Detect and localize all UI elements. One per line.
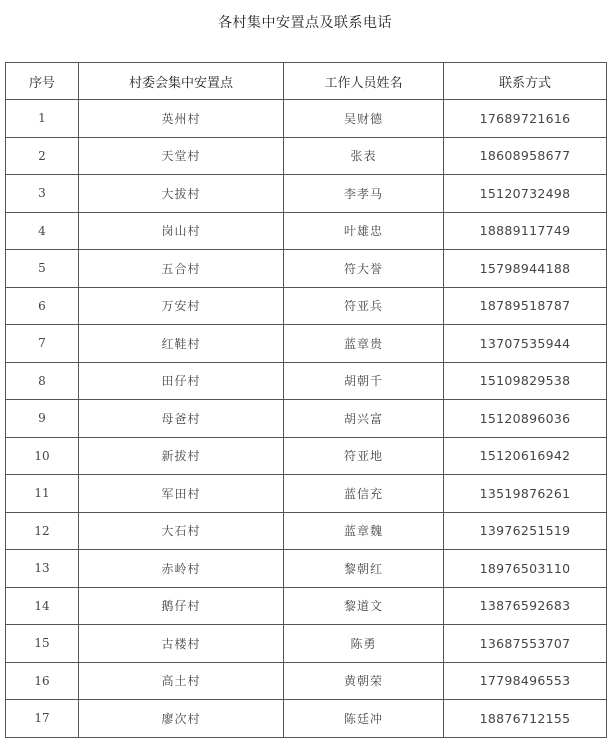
row-village-site: 天堂村: [79, 137, 284, 175]
row-village-site: 高土村: [79, 662, 284, 700]
table-row: [6, 512, 607, 550]
row-serial-number: 4: [6, 212, 79, 250]
row-staff-name: 黎朝红: [284, 550, 444, 588]
table-row: [6, 250, 607, 288]
row-phone-number: 15798944188: [444, 250, 607, 288]
row-staff-name: 吴财德: [284, 100, 444, 138]
row-phone-number: 18876712155: [444, 700, 607, 738]
row-phone-number: 13976251519: [444, 512, 607, 550]
table-row: [6, 325, 607, 363]
row-village-site: 英州村: [79, 100, 284, 138]
row-serial-number: 8: [6, 362, 79, 400]
row-serial-number: 2: [6, 137, 79, 175]
row-village-site: 军田村: [79, 475, 284, 513]
row-village-site: 古楼村: [79, 625, 284, 663]
row-staff-name: 陈勇: [284, 625, 444, 663]
table-row: [6, 437, 607, 475]
page-title: 各村集中安置点及联系电话: [218, 15, 392, 31]
header-staff-name: 工作人员姓名: [284, 63, 444, 100]
contact-table: [5, 62, 607, 738]
row-village-site: 赤岭村: [79, 550, 284, 588]
table-row: [6, 137, 607, 175]
row-staff-name: 李孝马: [284, 175, 444, 213]
row-phone-number: 17689721616: [444, 100, 607, 138]
table-row: [6, 362, 607, 400]
table-row: [6, 175, 607, 213]
row-phone-number: 13687553707: [444, 625, 607, 663]
table-row: [6, 212, 607, 250]
table-row: [6, 700, 607, 738]
row-phone-number: 15120732498: [444, 175, 607, 213]
row-phone-number: 13876592683: [444, 587, 607, 625]
row-phone-number: 18789518787: [444, 287, 607, 325]
row-phone-number: 18976503110: [444, 550, 607, 588]
row-village-site: 万安村: [79, 287, 284, 325]
row-phone-number: 15120616942: [444, 437, 607, 475]
table-row: [6, 625, 607, 663]
row-village-site: 田仔村: [79, 362, 284, 400]
row-phone-number: 13707535944: [444, 325, 607, 363]
row-staff-name: 陈廷冲: [284, 700, 444, 738]
row-serial-number: 10: [6, 437, 79, 475]
table-row: [6, 100, 607, 138]
row-serial-number: 17: [6, 700, 79, 738]
row-phone-number: 13519876261: [444, 475, 607, 513]
row-staff-name: 黄朝荣: [284, 662, 444, 700]
row-village-site: 母爸村: [79, 400, 284, 438]
row-village-site: 岗山村: [79, 212, 284, 250]
header-contact: 联系方式: [444, 63, 607, 100]
header-village-site: 村委会集中安置点: [79, 63, 284, 100]
row-staff-name: 黎道文: [284, 587, 444, 625]
table-row: [6, 475, 607, 513]
row-phone-number: 15120896036: [444, 400, 607, 438]
row-staff-name: 蓝信充: [284, 475, 444, 513]
row-phone-number: 18608958677: [444, 137, 607, 175]
row-serial-number: 9: [6, 400, 79, 438]
header-serial-number: 序号: [6, 63, 79, 100]
row-staff-name: 胡兴富: [284, 400, 444, 438]
row-staff-name: 蓝章魏: [284, 512, 444, 550]
table-row: [6, 587, 607, 625]
row-serial-number: 14: [6, 587, 79, 625]
row-serial-number: 13: [6, 550, 79, 588]
table-row: [6, 662, 607, 700]
table-body: [6, 100, 607, 738]
row-village-site: 鹅仔村: [79, 587, 284, 625]
row-village-site: 廖次村: [79, 700, 284, 738]
row-phone-number: 18889117749: [444, 212, 607, 250]
row-serial-number: 5: [6, 250, 79, 288]
table-row: [6, 287, 607, 325]
row-staff-name: 蓝章贵: [284, 325, 444, 363]
row-serial-number: 15: [6, 625, 79, 663]
row-staff-name: 胡朝千: [284, 362, 444, 400]
table-row: [6, 400, 607, 438]
row-phone-number: 15109829538: [444, 362, 607, 400]
row-phone-number: 17798496553: [444, 662, 607, 700]
row-staff-name: 叶雄忠: [284, 212, 444, 250]
contact-table-container: [5, 62, 606, 738]
row-staff-name: 符亚兵: [284, 287, 444, 325]
table-row: [6, 550, 607, 588]
row-serial-number: 3: [6, 175, 79, 213]
row-serial-number: 12: [6, 512, 79, 550]
row-serial-number: 16: [6, 662, 79, 700]
row-village-site: 大石村: [79, 512, 284, 550]
row-village-site: 大拔村: [79, 175, 284, 213]
row-serial-number: 11: [6, 475, 79, 513]
row-staff-name: 符亚地: [284, 437, 444, 475]
row-village-site: 新拔村: [79, 437, 284, 475]
row-staff-name: 张表: [284, 137, 444, 175]
table-header-row: [6, 63, 607, 100]
row-staff-name: 符大誉: [284, 250, 444, 288]
row-serial-number: 1: [6, 100, 79, 138]
row-village-site: 五合村: [79, 250, 284, 288]
row-village-site: 红鞋村: [79, 325, 284, 363]
row-serial-number: 7: [6, 325, 79, 363]
row-serial-number: 6: [6, 287, 79, 325]
